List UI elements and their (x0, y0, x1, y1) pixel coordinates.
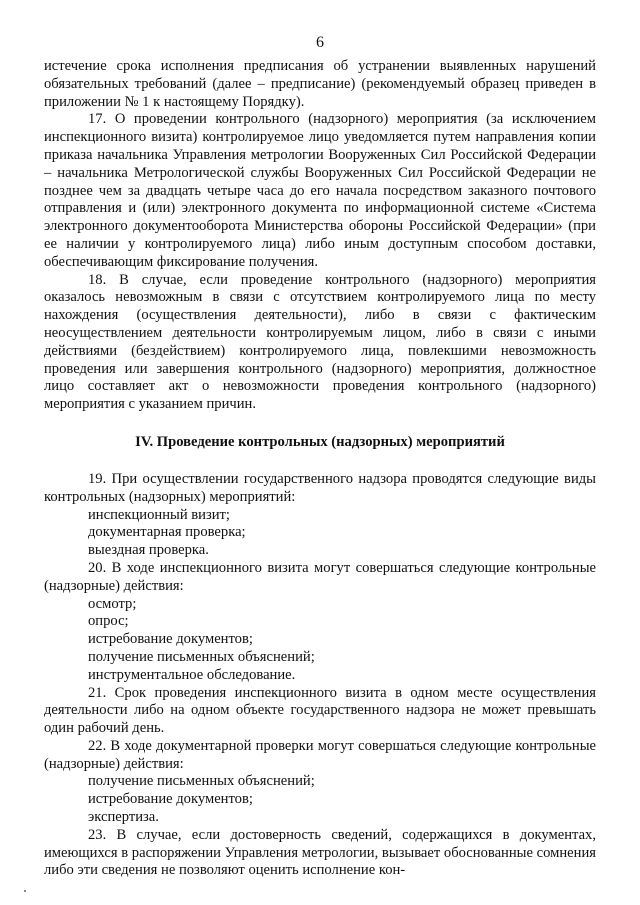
list-item: осмотр; (88, 595, 137, 612)
document-body (44, 58, 596, 880)
list-item: инструментальное обследование. (88, 666, 296, 683)
paragraph-23: 23. В случае, если достоверность сведений, содержащихся в документах, имеющихся в распоряжении Управления метрологии, вызывает обоснованные сомнения либо эти сведения не позволяют оценить исполнение кон- (44, 826, 596, 879)
paragraph-22: 22. В ходе документарной проверки могут совершаться следующие контрольные (надзорные) действия: (44, 737, 596, 772)
list-item: получение письменных объяснений; (88, 773, 315, 790)
scan-speck (24, 890, 26, 892)
paragraph-18: 18. В случае, если проведение контрольного (надзорного) мероприятия оказалось невозможным в связи с отсутствием контролируемого лица по месту нахождения (осуществления деятельности), либо в связи с фактическим неосуществлением деятельности контролируемым лицом, либо в связи с иными действиями (бездействием) контролируемого лица, повлекшими невозможность проведения или завершения контрольного (надзорного) мероприятия, должностное лицо составляет акт о невозможности проведения контрольного (надзорного) мероприятия с указанием причин. (44, 271, 596, 413)
page-number: 6 (316, 34, 324, 51)
list-item: опрос; (88, 613, 129, 630)
paragraph-20: 20. В ходе инспекционного визита могут совершаться следующие контрольные (надзорные) действия: (44, 559, 596, 594)
paragraph-19: 19. При осуществлении государственного надзора проводятся следующие виды контрольных (надзорных) мероприятий: (44, 470, 596, 505)
list-item: истребование документов; (88, 791, 253, 808)
list-item: экспертиза. (88, 809, 159, 826)
list-item: получение письменных объяснений; (88, 648, 315, 665)
paragraph-17: 17. О проведении контрольного (надзорного) мероприятия (за исключением инспекционного визита) контролируемое лицо уведомляется путем направления копии приказа начальника Управления метрологии Вооруженных Сил Российской Федерации – начальника Метрологической службы Вооруженных Сил Российской Федерации не позднее чем за двадцать четыре часа до его начала посредством заказного почтового отправления и (или) электронного документа по информационной системе «Система электронного документооборота Министерства обороны Российской Федерации» (при ее наличии у контролируемого лица) либо иным доступным способом доставки, обеспечивающим фиксирование получения. (44, 111, 596, 270)
paragraph-continuation: истечение срока исполнения предписания об устранении выявленных нарушений обязательных требований (далее – предписание) (рекомендуемый образец приведен в приложении № 1 к настоящему Порядку). (44, 58, 596, 110)
section-heading: IV. Проведение контрольных (надзорных) мероприятий (135, 433, 505, 450)
list-item: инспекционный визит; (88, 506, 230, 523)
list-item: истребование документов; (88, 631, 253, 648)
paragraph-21: 21. Срок проведения инспекционного визита в одном месте осуществления деятельности либо на одном объекте государственного надзора не может превышать один рабочий день. (44, 684, 596, 737)
list-item: выездная проверка. (88, 542, 209, 559)
list-item: документарная проверка; (88, 524, 246, 541)
